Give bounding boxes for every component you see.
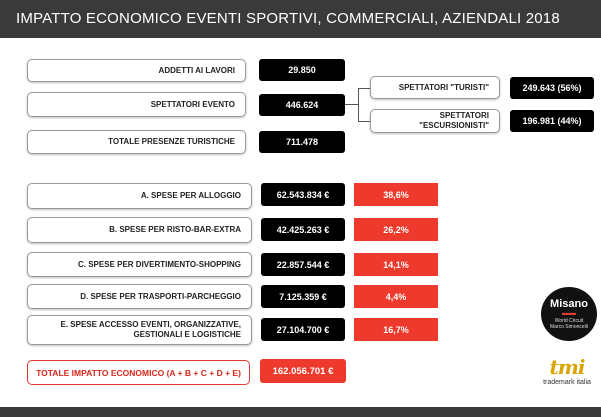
label-spesa-accesso-eventi: [27, 315, 252, 345]
tmi-logo: [535, 356, 599, 392]
label-addetti: ADDETTI AI LAVORI: [27, 59, 246, 82]
label-spesa-accesso-eventi-line1: E. SPESE ACCESSO EVENTI, ORGANIZZATIVE,: [60, 320, 241, 329]
tmi-logo-mark: tmi: [549, 355, 585, 379]
misano-logo-sub1: World Circuit: [554, 317, 584, 324]
page-title: IMPATTO ECONOMICO EVENTI SPORTIVI, COMMERCIALI, AZIENDALI 2018: [0, 0, 601, 38]
label-spesa-trasporti: D. SPESE PER TRASPORTI-PARCHEGGIO: [27, 284, 252, 309]
pct-spesa-divertimento: 14,1%: [354, 253, 438, 276]
connector-line: [358, 88, 370, 89]
value-spesa-divertimento: 22.857.544 €: [261, 253, 345, 276]
label-totale-presenze: TOTALE PRESENZE TURISTICHE: [27, 130, 246, 154]
value-totale-impatto: 162.056.701 €: [260, 359, 346, 383]
value-spesa-alloggio: 62.543.834 €: [261, 183, 345, 206]
value-spesa-accesso-eventi: 27.104.700 €: [261, 318, 345, 341]
value-spettatori-turisti: 249.643 (56%): [510, 77, 594, 99]
pct-spesa-alloggio: 38,6%: [354, 183, 438, 206]
value-spettatori-escursionisti: 196.981 (44%): [510, 110, 594, 132]
tmi-logo-caption: trademark italia: [543, 379, 591, 386]
connector-line: [345, 104, 358, 105]
label-spettatori-turisti: SPETTATORI "TURISTI": [370, 76, 500, 99]
footer-bar: [0, 407, 601, 417]
label-spettatori-escursionisti: SPETTATORI "ESCURSIONISTI": [370, 109, 500, 133]
misano-logo-name: Misano: [550, 297, 588, 310]
connector-line: [358, 121, 370, 122]
label-spesa-divertimento: C. SPESE PER DIVERTIMENTO-SHOPPING: [27, 252, 252, 277]
label-spettatori-evento: SPETTATORI EVENTO: [27, 92, 246, 117]
misano-logo-flag: ▬▬: [562, 309, 576, 317]
misano-logo: [541, 287, 597, 341]
value-addetti: 29.850: [259, 59, 345, 81]
value-spesa-risto: 42.425.263 €: [261, 218, 345, 241]
pct-spesa-risto: 26,2%: [354, 218, 438, 241]
label-spesa-risto: B. SPESE PER RISTO-BAR-EXTRA: [27, 217, 252, 243]
pct-spesa-trasporti: 4,4%: [354, 285, 438, 308]
misano-logo-sub2: Marco Simoncelli: [549, 323, 589, 330]
connector-line: [358, 88, 359, 122]
value-totale-presenze: 711.478: [259, 131, 345, 153]
value-spesa-trasporti: 7.125.359 €: [261, 285, 345, 308]
label-spesa-alloggio: A. SPESE PER ALLOGGIO: [27, 183, 252, 209]
label-spesa-accesso-eventi-line2: GESTIONALI E LOGISTICHE: [133, 330, 241, 339]
value-spettatori-evento: 446.624: [259, 94, 345, 116]
pct-spesa-accesso-eventi: 16,7%: [354, 318, 438, 341]
label-totale-impatto: TOTALE IMPATTO ECONOMICO (A + B + C + D + E): [27, 360, 250, 385]
